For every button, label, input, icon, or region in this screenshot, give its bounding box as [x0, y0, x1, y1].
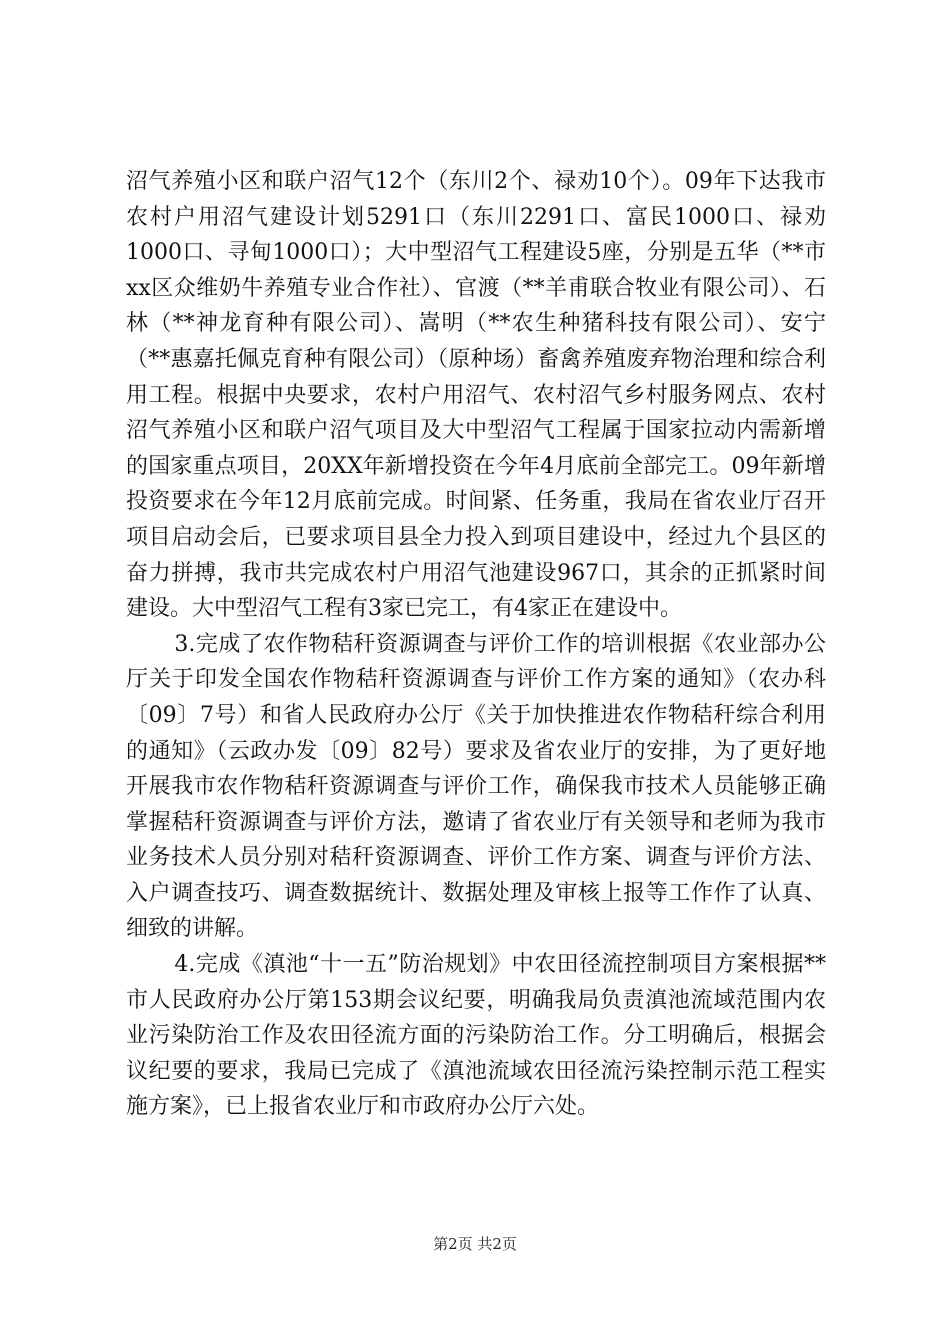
document-body	[126, 164, 826, 1125]
page-footer: 第2页 共2页	[433, 1235, 517, 1253]
paragraph-biogas-projects: 沼气养殖小区和联户沼气12个（东川2个、禄劝10个）。09年下达我市农村户用沼气建设计划5291口（东川2291口、富民1000口、禄劝1000口、寻甸1000口）；大中型沼气工程建设5座，分别是五华（**市xx区众维奶牛养殖专业合作社）、官渡（**羊甫联合牧业有限公司）、石林（**神龙育种有限公司）、嵩明（**农生种猪科技有限公司）、安宁（**惠嘉托佩克育种有限公司）（原种场）畜禽养殖废弃物治理和综合利用工程。根据中央要求，农村户用沼气、农村沼气乡村服务网点、农村沼气养殖小区和联户沼气项目及大中型沼气工程属于国家拉动内需新增的国家重点项目，20XX年新增投资在今年4月底前全部完工。09年新增投资要求在今年12月底前完成。时间紧、任务重，我局在省农业厅召开项目启动会后，已要求项目县全力投入到项目建设中，经过九个县区的奋力拼搏，我市共完成农村户用沼气池建设967口，其余的正抓紧时间建设。大中型沼气工程有3家已完工，有4家正在建设中。	[126, 169, 826, 622]
paragraph-straw-survey-training: 3.完成了农作物秸秆资源调查与评价工作的培训根据《农业部办公厅关于印发全国农作物秸秆资源调查与评价工作方案的通知》（农办科〔09〕7号）和省人民政府办公厅《关于加快推进农作物秸秆综合利用的通知》（云政办发〔09〕82号）要求及省农业厅的安排，为了更好地开展我市农作物秸秆资源调查与评价工作，确保我市技术人员能够正确掌握秸秆资源调查与评价方法，邀请了省农业厅有关领导和老师为我市业务技术人员分别对秸秆资源调查、评价工作方案、调查与评价方法、入户调查技巧、调查数据统计、数据处理及审核上报等工作作了认真、细致的讲解。	[126, 631, 826, 942]
paragraph-dianchi-runoff-plan: 4.完成《滇池“十一五”防治规划》中农田径流控制项目方案根据**市人民政府办公厅第153期会议纪要，明确我局负责滇池流域范围内农业污染防治工作及农田径流方面的污染防治工作。分工明确后，根据会议纪要的要求，我局已完成了《滇池流域农田径流污染控制示范工程实施方案》，已上报省农业厅和市政府办公厅六处。	[126, 952, 826, 1120]
